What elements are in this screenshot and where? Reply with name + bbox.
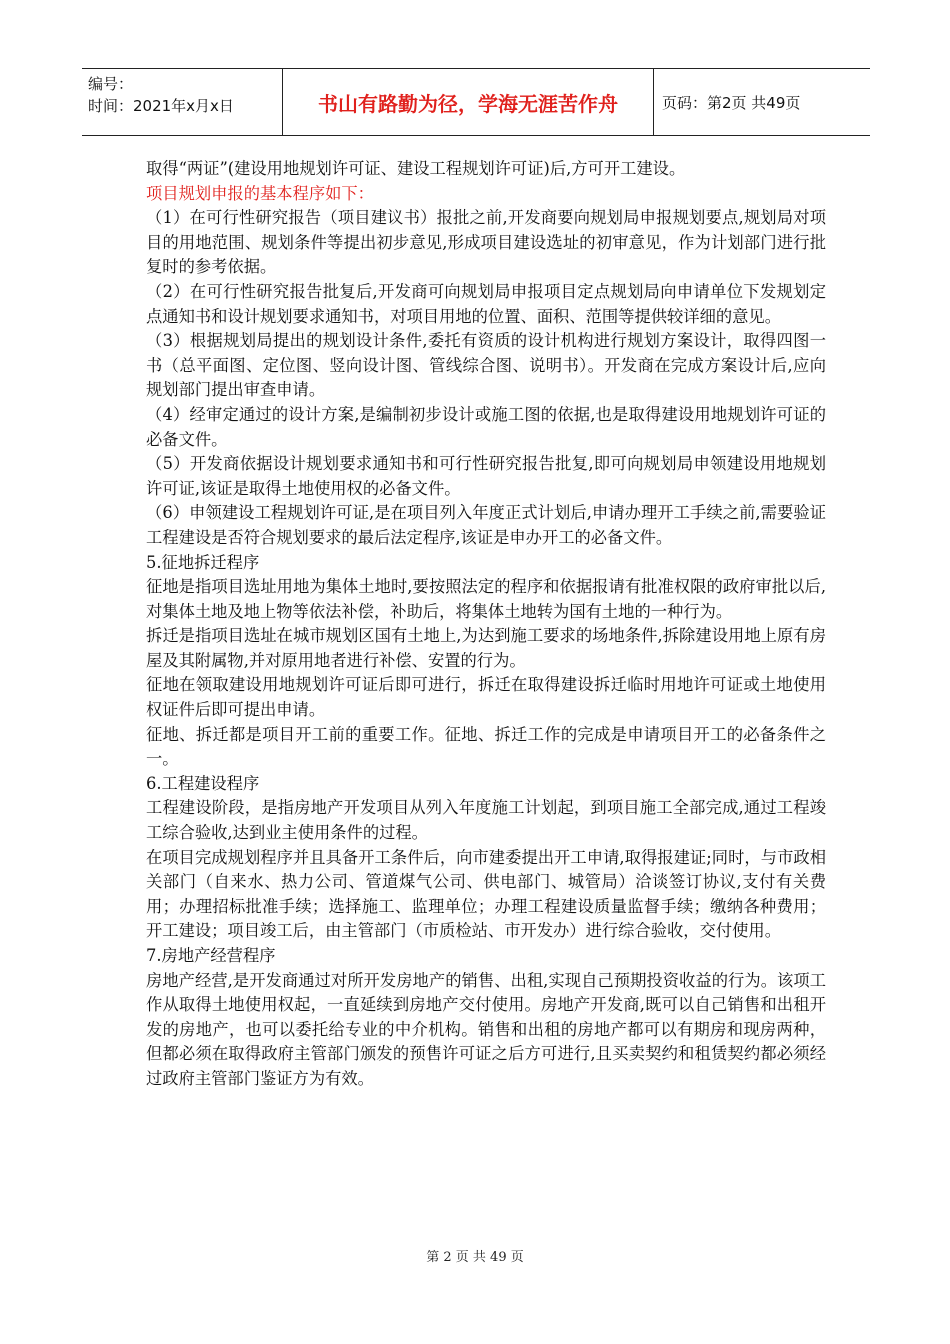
page-header xyxy=(82,68,870,136)
paragraph: （5）开发商依据设计规划要求通知书和可行性研究报告批复,即可向规划局申领建设用地规划许可证,该证是取得土地使用权的必备文件。 xyxy=(146,454,826,498)
paragraph: 征地、拆迁都是项目开工前的重要工作。征地、拆迁工作的完成是申请项目开工的必备条件之一。 xyxy=(146,724,826,769)
paragraph: （4）经审定通过的设计方案,是编制初步设计或施工图的依据,也是取得建设用地规划许可证的必备文件。 xyxy=(146,404,826,449)
document-number-label: 编号： xyxy=(88,75,134,93)
header-motto: 书山有路勤为径，学海无涯苦作舟 xyxy=(282,69,654,135)
header-page-number: 页码：第2页 共49页 xyxy=(662,93,801,112)
paragraph: （2）在可行性研究报告批复后,开发商可向规划局申报项目定点规划局向申请单位下发规划定点通知书和设计规划要求通知书，对项目用地的位置、面积、范围等提供较详细的意见。 xyxy=(146,281,826,326)
section-heading-highlight: 项目规划申报的基本程序如下： xyxy=(146,183,374,203)
paragraph: （1）在可行性研究报告（项目建议书）报批之前,开发商要向规划局申报规划要点,规划局对项目的用地范围、规划条件等提出初步意见,形成项目建设选址的初审意见，作为计划部门进行批复时的参考依据。 xyxy=(146,208,826,277)
paragraph: 在项目完成规划程序并且具备开工条件后，向市建委提出开工申请,取得报建证;同时，与市政相关部门（自来水、热力公司、管道煤气公司、供电部门、城管局）洽谈签订协议,支付有关费用；办理招标批准手续；选择施工、监理单位；办理工程建设质量监督手续；缴纳各种费用；开工建设；项目竣工后，由主管部门（市质检站、市开发办）进行综合验收，交付使用。 xyxy=(146,847,826,941)
header-meta xyxy=(82,69,282,135)
paragraph: 征地是指项目选址用地为集体土地时,要按照法定的程序和依据报请有批准权限的政府审批以后,对集体土地及地上物等依法补偿，补助后，将集体土地转为国有土地的一种行为。 xyxy=(146,577,826,621)
paragraph: （6）申领建设工程规划许可证,是在项目列入年度正式计划后,申请办理开工手续之前,需要验证工程建设是否符合规划要求的最后法定程序,该证是申办开工的必备文件。 xyxy=(146,503,826,547)
paragraph: 房地产经营,是开发商通过对所开发房地产的销售、出租,实现自己预期投资收益的行为。该项工作从取得土地使用权起，一直延续到房地产交付使用。房地产开发商,既可以自己销售和出租开发的房地产，也可以委托给专业的中介机构。销售和出租的房地产都可以有期房和现房两种，但都必须在取得政府主管部门颁发的预售许可证之后方可进行,且买卖契约和租赁契约都必须经过政府主管部门鉴证方为有效。 xyxy=(146,970,826,1088)
paragraph: 工程建设阶段，是指房地产开发项目从列入年度施工计划起，到项目施工全部完成,通过工程竣工综合验收,达到业主使用条件的过程。 xyxy=(146,798,826,843)
section-heading: 6.工程建设程序 xyxy=(146,773,260,793)
page-footer: 第 2 页 共 49 页 xyxy=(426,1250,524,1265)
paragraph: 取得“两证”(建设用地规划许可证、建设工程规划许可证)后,方可开工建设。 xyxy=(146,159,686,178)
document-time-label: 时间：2021年x月x日 xyxy=(88,97,234,115)
document-body xyxy=(146,157,826,1092)
section-heading: 7.房地产经营程序 xyxy=(146,946,276,965)
section-heading: 5.征地拆迁程序 xyxy=(146,552,260,572)
paragraph: 拆迁是指项目选址在城市规划区国有土地上,为达到施工要求的场地条件,拆除建设用地上原有房屋及其附属物,并对原用地者进行补偿、安置的行为。 xyxy=(146,626,826,670)
paragraph: （3）根据规划局提出的规划设计条件,委托有资质的设计机构进行规划方案设计，取得四图一书（总平面图、定位图、竖向设计图、管线综合图、说明书）。开发商在完成方案设计后,应向规划部门提出审查申请。 xyxy=(146,331,826,400)
paragraph: 征地在领取建设用地规划许可证后即可进行，拆迁在取得建设拆迁临时用地许可证或土地使用权证件后即可提出申请。 xyxy=(146,675,826,720)
